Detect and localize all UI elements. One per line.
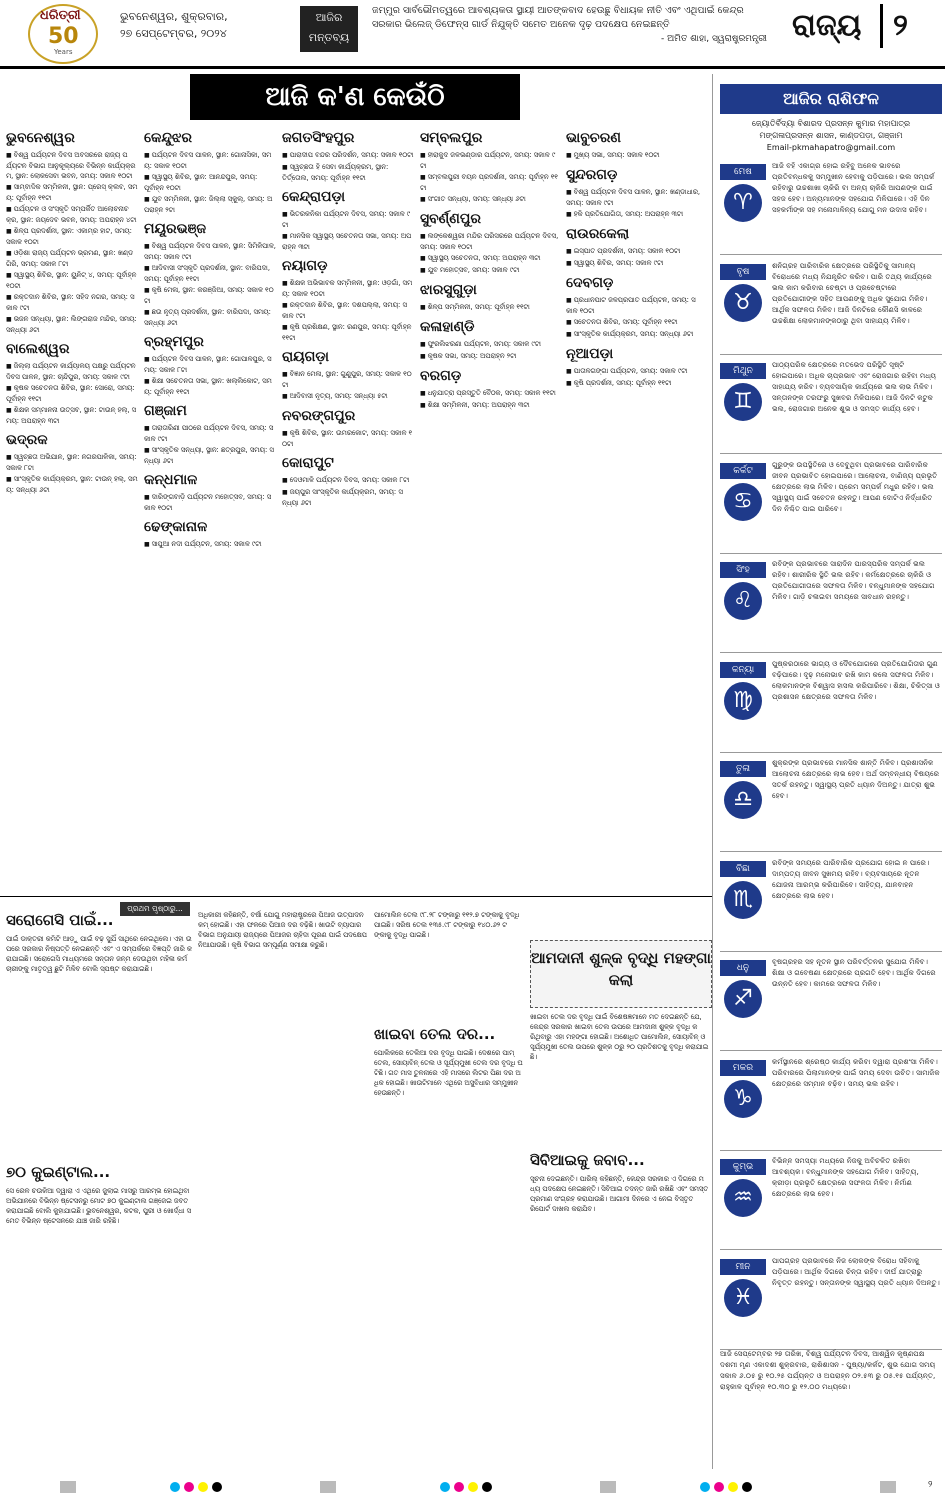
event-entry: ■ କୃଷି ପ୍ରଶିକ୍ଷଣ, ସ୍ଥାନ: ରଣପୁର, ସମୟ: ପୂର୍ବାହ୍ନ ୧୧ଟା [282,322,414,343]
city-heading: ନବରଙ୍ଗପୁର [282,408,356,424]
event-entry: ■ ସ୍ୱଚ୍ଛତା ଅଭିଯାନ, ସ୍ଥାନ: ନଗରପାଳିକା, ସମୟ: ସକାଳ ୮ଟା [6,452,138,473]
city-heading: ଝାରସୁଗୁଡ଼ା [420,282,477,298]
sign-name-badge: ମୀନ [720,1259,766,1275]
zodiac-icon: ♓ [724,1279,762,1317]
article-surrogacy-body: ପାଇଁ ଡାକ୍ତରୀ କମିଟି ଆଡ଼ୁ ପାଇଁ ବଢ଼ ସୁଯିଁ ସାଥିରେ ନେଇଥିଲେ। ଏହା ଉପରେ ସରକାର ନିଷ୍ପତ୍ତି ନେଇଛନ୍ତି ଏବଂ ଏ ସମ୍ପର୍କରେ ବିଜ୍ଞପ୍ତି ଜାରି କରାଯାଇଛି। ସରୋଗେସି ମାଧ୍ୟମରେ ସନ୍ତାନ ଜନ୍ମ ଦେଉଥିବା ମହିଳା କର୍ମଚାରୀଙ୍କୁ ମାତୃତ୍ୱ ଛୁଟି ମିଳିବ ବୋଲି ସ୍ପଷ୍ଟ କରାଯାଇଛି। [6,935,192,973]
city-heading: ଭଦ୍ରକ [6,432,48,448]
event-entry: ■ ପର୍ଯ୍ୟଟନ ଓ ସଂସ୍କୃତି ସମ୍ପର୍କିତ ଆଲୋଚନାଚକ୍ର, ସ୍ଥାନ: ଜୟଦେବ ଭବନ, ସମୟ: ଅପରାହ୍ନ ୪ଟା [6,204,138,225]
page-header [0,0,945,69]
sign-name-badge: ମିଥୁନ [720,363,766,379]
section-title: ରାଜ୍ୟ [792,8,862,43]
event-entry: ■ ସାଂସ୍କୃତିକ କାର୍ଯ୍ୟକ୍ରମ, ସ୍ଥାନ: ଟାଉନ୍ ହଲ୍, ସମୟ: ସନ୍ଧ୍ୟା ୬ଟା [6,474,138,495]
event-entry: ■ ସ୍ୱାସ୍ଥ୍ୟ ଶିବିର, ସ୍ଥାନ: ୟୁନିଟ୍ ୪, ସମୟ: ପୂର୍ବାହ୍ନ ୧୦ଟା [6,270,138,291]
continued-from-front-strip: ପ୍ରଥମ ପୃଷ୍ଠାରୁ... [120,902,190,916]
ajira-mantabya-label: ଆଜିର ମନ୍ତବ୍ୟ [300,6,358,52]
city-heading: ରାଉରକେଲା [566,226,630,242]
event-entry: ■ ଶିକ୍ଷା ସମ୍ମିଳନୀ, ସମୟ: ଅପରାହ୍ନ ୩ଟା [420,400,560,411]
sign-name-badge: ମେଷ [720,164,766,180]
event-entry: ■ ଦେଓମାଳି ପର୍ଯ୍ୟଟନ ଦିବସ, ସମୟ: ସକାଳ ୮ଟା [282,475,414,486]
horoscope-text: ବୃଷଗ୍ରହର ସହ ନୂତନ ସ୍ଥାନ ପରିବର୍ତ୍ତନର ସୁଯୋଗ ମିଳିବ। ଶିକ୍ଷା ଓ ଗବେଷଣା କ୍ଷେତ୍ରରେ ପ୍ରଗତି ହେବ। ଆର୍ଥିକ ଦିଗରେ ଉନ୍ନତି ହେବ। କାମରେ ସଫଳତା ମିଳିବ। [772,957,936,988]
article-oil-title: ଖାଇବା ତେଲ ଦର... [374,1025,496,1043]
event-entry: ■ ଯୁବ ସମ୍ମିଳନୀ, ସ୍ଥାନ: ଜିଲ୍ଲା ସ୍କୁଲ୍, ସମୟ: ଅପରାହ୍ନ ୨ଟା [144,194,276,215]
horoscope-sign-box [720,357,942,454]
newspaper-logo [28,4,98,64]
city-heading: ବାଲେଶ୍ୱର [6,341,70,357]
gray-swatch [880,1481,896,1493]
horoscope-sign-box [720,556,942,653]
yellow-dot [468,1482,478,1492]
city-heading: ମୟୂରଭଞ୍ଜ [144,221,207,237]
zodiac-icon: ♐ [724,980,762,1018]
event-entry: ■ ସାଂସ୍କୃତିକ କାର୍ଯ୍ୟକ୍ରମ, ସମୟ: ସନ୍ଧ୍ୟା ୬ଟା [566,329,706,340]
city-heading: ନୟାଗଡ଼ [282,258,328,274]
sign-name-badge: ବିଛା [720,861,766,877]
event-entry: ■ କୃଷି ମେଳା, ସ୍ଥାନ: କରଞ୍ଜିଆ, ସମୟ: ସକାଳ ୧୦ଟା [144,285,276,306]
column-divider [712,74,713,1469]
gray-swatch [60,1481,76,1493]
zodiac-icon: ♌ [724,582,762,620]
event-entry: ■ ଜୟପୁର ସାଂସ୍କୃତିକ କାର୍ଯ୍ୟକ୍ରମ, ସମୟ: ସନ୍ଧ୍ୟା ୬ଟା [282,487,414,508]
event-entry: ■ ଫୁରଲିଝରଣା ପର୍ଯ୍ୟଟନ, ସମୟ: ସକାଳ ୯ଟା [420,339,560,350]
horoscope-sign-box [720,258,942,355]
city-heading: ନୂଆପଡ଼ା [566,346,614,362]
footer-page-mark: ୨ [928,1480,933,1490]
zodiac-icon: ♈ [724,184,762,222]
article-cbi-body: ସୂଚନା ଦେଇଛନ୍ତି। ପାରିଲ୍ କହିଛନ୍ତି, କେନ୍ଦ୍ର ସରକାର ଏ ଦିଗରେ ମଧ୍ୟ ପଦକ୍ଷେପ ନେଇଛନ୍ତି। ସିବିଆଇ ତଦନ୍ତ ଜାରି ରଖିଛି ଏବଂ ସମସ୍ତ ପ୍ରମାଣ ସଂଗ୍ରହ କରାଯାଉଛି। ଆଗାମୀ ଦିନରେ ଏ ନେଇ ବିସ୍ତୃତ ରିପୋର୍ଟ ଦାଖଲ କରାଯିବ। [530,1175,709,1213]
event-entry: ■ ଦାରିଙ୍ଗବାଡ଼ି ପର୍ଯ୍ୟଟନ ମହୋତ୍ସବ, ସମୟ: ସକାଳ ୧୦ଟା [144,492,276,513]
event-entry: ■ ସମ୍ବଲପୁରୀ ବୟନ ପ୍ରଦର୍ଶନୀ, ସମୟ: ପୂର୍ବାହ୍ନ ୧୧ଟା [420,172,560,193]
event-entry: ■ ପର୍ଯ୍ୟଟନ ଦିବସ ପାଳନ, ସ୍ଥାନ: ଗୋନାସିକା, ସମୟ: ସକାଳ ୧୦ଟା [144,150,276,171]
horoscope-sign-box [720,855,942,952]
horoscope-text: ପାଠ୍ୟପରିକ କ୍ଷେତ୍ରରେ ମତଭେଦ ପରିସ୍ଥିତି ସୃଷ୍ଟି ହୋଇପାରେ। ଅଧିକ ଚାପ୍ରଭାବ ଏବଂ ରୋଜଗାର ରହିବା ମଧ୍ୟ ସାହାଯ୍ୟ କରିବ। ବ୍ୟବସାୟିକ କାର୍ଯ୍ୟରେ ଭଲ ଲାଭ ମିଳିବ। ସନ୍ତାନଙ୍କ ତରଫରୁ ସୁଖବର ମିଳିପାରେ। ଆଜି ଦିନଟି କଟୁକ ଭଲ, ରୋଜଗାର ଅନେକ ଶୁଭ ଓ ସମସ୍ତ କାର୍ଯ୍ୟ ହେବ। [772,360,937,413]
print-registration-strip [0,1478,945,1497]
article-quintal-body: ସେ ରେଳ ଚଉକିଆ ଦ୍ୱାରା ଏ ଏଥିରେ ଜୁଲାଇ ମାସରୁ ଆରମ୍ଭ ହୋଇଥିବା ଅଭିଯାନରେ ବିଭିନ୍ନ ଷ୍ଟେସନରୁ ମୋଟ ୭୦ କୁଇଣ୍ଟାଲ ଗଞ୍ଜେଇ ଜବତ କରାଯାଇଛି ବୋଲି କୁହାଯାଇଛି। ଭୁବନେଶ୍ୱର, କଟକ, ପୁରୀ ଓ ଖୋର୍ଦ୍ଧା ସମେତ ବିଭିନ୍ନ ଷ୍ଟେସନରେ ଯାଞ୍ଚ ଜାରି ରହିଛି। [6,1187,192,1225]
event-entry: ■ ହୀରାକୁଦ ଜଳଭଣ୍ଡାର ପର୍ଯ୍ୟଟନ, ସମୟ: ସକାଳ ୯ଟା [420,150,560,171]
horoscope-sign-box [720,457,942,554]
rashifala-banner: ଆଜିର ରାଶିଫଳ [720,84,942,114]
event-entry: ■ ଓଡ଼ିଶା ରାଜ୍ୟ ପର୍ଯ୍ୟଟନ ଭ୍ରମଣ, ସ୍ଥାନ: ଖଣ୍ଡଗିରି, ସମୟ: ସକାଳ ୮ଟା [6,248,138,269]
city-heading: ସୁବର୍ଣ୍ଣପୁର [420,211,481,227]
horoscope-text: ରବିଙ୍କ ପ୍ରଭାବରେ ସାରାଦିନ ପାରସ୍ପରିକ ସମ୍ପର୍କ ଭଲ ରହିବ। ଶାରୀରିକ ସ୍ଥିତି ଭଲ ରହିବ। କର୍ମକ୍ଷେତ୍ରରେ ଚାକିରି ଓ ପ୍ରତିଯୋଗୀତାରେ ସଫଳତା ମିଳିବ। ବନ୍ଧୁମାନଙ୍କ ସହଯୋଗ ମିଳିବ। ଗାଡ଼ି ଚଳାଇବା ସମୟରେ ସାବଧାନ ରହନ୍ତୁ। [772,559,935,601]
horoscope-text: ଗୁରୁଙ୍କ ଉପସ୍ଥିତିରେ ଓ ଦେବୁଥିବା ପ୍ରଭାବରେ ପାରିବାରିକ ଜୀବନ ପ୍ରଭାବିତ ହୋଇପାରେ। ଆଲୋଚନା, ବାଣିଜ୍ୟ ପ୍ରଭୃତି କ୍ଷେତ୍ରରେ ଲାଭ ମିଳିବ। ପ୍ରେମ ସମ୍ପର୍କ ମଧୁର ରହିବ। ଭଲ ସ୍ୱାସ୍ଥ୍ୟ ପାଇଁ ସଚେତନ ରହନ୍ତୁ। ଆପଣ ଦୋଟିଏ ନିର୍ଦ୍ଧାରିତ ଦିନ ନିଶ୍ଚିତ ପାଇ ପାରିବେ। [772,459,938,513]
article-oil-body: ପୋଲିକରେ ତେଲିଆ ଦର ବୃଦ୍ଧି ପାଇଛି। ଦେଶରେ ପାମ୍ ତେଲ, ସୋୟାବିନ୍ ତେଲ ଓ ସୂର୍ଯ୍ୟମୁଖୀ ତେଲ ଦର ବୃଦ୍ଧି ଘଟିଛି। ଗତ ମାସ ତୁଳନାରେ ଏହି ମାସରେ ଲିଟର ପିଛା ଦର ଅଧିକ ହୋଇଛି। ଖାଉଟିମାନେ ଏଥିରେ ଅସୁବିଧାର ସମ୍ମୁଖୀନ ହେଉଛନ୍ତି। [374,1049,523,1097]
sign-name-badge: ସିଂହ [720,562,766,578]
zodiac-icon: ♎ [724,781,762,819]
event-entry: ■ ପ୍ରଧାନପାଟ ଜଳପ୍ରପାତ ପର୍ଯ୍ୟଟନ, ସମୟ: ସକାଳ ୧୦ଟା [566,295,706,316]
article-import-duty-headline: ଆମଦାନୀ ଶୁଳ୍କ ବୃଦ୍ଧି ମହଙ୍ଗା କଲା [530,940,712,1008]
events-banner: ଆଜି କ'ଣ କେଉଁଠି [190,74,520,120]
city-heading: କଳାହାଣ୍ଡି [420,319,475,335]
magenta-dot [454,1482,464,1492]
event-entry: ■ ସ୍ୱାସ୍ଥ୍ୟ ସଚେତନତା, ସମୟ: ଅପରାହ୍ନ ୩ଟା [420,253,560,264]
black-dot [212,1482,222,1492]
dateline-date: ୨୭ ସେପ୍ଟେମ୍ବର, ୨୦୨୪ [120,27,227,40]
city-heading: ଗଞ୍ଜାମ [144,403,187,419]
event-entry: ■ ବିଶ୍ୱ ପର୍ଯ୍ୟଟନ ଦିବସ ଅବସରରେ ରାଜ୍ୟ ପର୍ଯ୍ୟଟନ ବିଭାଗ ଆନୁକୂଲ୍ୟରେ ବିଭିନ୍ନ କାର୍ଯ୍ୟକ୍ରମ, ସ୍ଥାନ: ଲୋକସେବା ଭବନ, ସମୟ: ସକାଳ ୧୦ଟା [6,150,138,181]
event-entry: ■ ମୁଖ୍ୟ ସଭା, ସମୟ: ସକାଳ ୧୦ଟା [566,150,706,161]
sign-name-badge: ମକର [720,1060,766,1076]
event-entry: ■ ସ୍ୱଚ୍ଛତା ହି ସେବା କାର୍ଯ୍ୟକ୍ରମ, ସ୍ଥାନ: ତିର୍ତ୍ତୋଲ, ସମୟ: ପୂର୍ବାହ୍ନ ୧୧ଟା [282,162,414,183]
horoscope-text: କର୍ମସ୍ଥାନରେ ଶ୍ରେଷ୍ଠ କାର୍ଯ୍ୟ କରିବା ଦ୍ୱାରା ପ୍ରଶଂସା ମିଳିବ। ପରିବାରରେ ପିଲାମାନଙ୍କ ପାଇଁ ସମୟ ଦେବା ଉଚିତ। ସାମାଜିକ କ୍ଷେତ୍ରରେ ସମ୍ମାନ ବଢ଼ିବ। ସମୟ ଭଲ ରହିବ। [772,1056,940,1088]
city-heading: ବରଗଡ଼ [420,368,462,384]
gray-swatch [600,1481,616,1493]
zodiac-icon: ♉ [724,284,762,322]
event-entry: ■ ସ୍ୱାସ୍ଥ୍ୟ ଶିବିର, ସ୍ଥାନ: ଆନନ୍ଦପୁର, ସମୟ: ପୂର୍ବାହ୍ନ ୧୦ଟା [144,172,276,193]
event-entry: ■ ସଚେତନତା ଶିବିର, ସମୟ: ପୂର୍ବାହ୍ନ ୧୧ଟା [566,317,706,328]
horoscope-sign-box [720,1253,942,1350]
article-surrogacy-title: ସରୋଗେସି ପାଇଁ... [6,911,114,929]
sign-name-badge: ଧନୁ [720,960,766,976]
city-heading: ଭୁବନେଶ୍ୱର [6,130,75,146]
sign-name-badge: ତୁଳା [720,761,766,777]
article-oil-intro: ପାମୋଲିନ ତେଲ ୯୮.୨୮ ଟଙ୍କାରୁ ୧୧୨.୭ ଟଙ୍କାକୁ ବୃଦ୍ଧି ପାଇଛି। ସରିଷ ତେଲ ୧୩୫.୯୮ ଟଙ୍କାରୁ ୧୪୦.୬୨ ଟଙ୍କାକୁ ବୃଦ୍ଧି ପାଇଛି। [374,911,520,939]
event-entry: ■ ରକ୍ତଦାନ ଶିବିର, ସ୍ଥାନ: ଦଶପଲ୍ଲା, ସମୟ: ସକାଳ ୯ଟା [282,300,414,321]
horoscope-sign-box [720,656,942,753]
cyan-dot [440,1482,450,1492]
yellow-dot [728,1482,738,1492]
horoscope-sign-box [720,1153,942,1250]
event-entry: ■ ଜିଲ୍ଲା ପର୍ଯ୍ୟଟନ କାର୍ଯ୍ୟାଳୟ ପକ୍ଷରୁ ପର୍ଯ୍ୟଟନ ଦିବସ ପାଳନ, ସ୍ଥାନ: ଚାନ୍ଦିପୁର, ସମୟ: ସକାଳ ୯ଟା [6,361,138,382]
horoscope-text: ରବିଙ୍କ ସମୟରେ ପାରିବାରିକ ପ୍ରଯୋଗ ହୋଇ ନ ପାରେ। ଦାମ୍ପତ୍ୟ ଜୀବନ ସୁଖମୟ ରହିବ। ବ୍ୟବସାୟରେ ନୂତନ ଯୋଜନା ଆରମ୍ଭ କରିପାରିବେ। ସାହିତ୍ୟ, ଯାନବାହନ କ୍ଷେତ୍ରରେ ଲାଭ ହେବ। [772,857,930,900]
zodiac-icon: ♏ [724,881,762,919]
zodiac-icon: ♑ [724,1080,762,1118]
credit-name: ଜ୍ୟୋତିର୍ବିଦ୍ୟା ବିଶାରଦ ପ୍ରସନ୍ନ କୁମାର ମହାପାତ୍ର [751,119,911,128]
event-entry: ■ ତାରାତାରିଣୀ ପୀଠରେ ପର୍ଯ୍ୟଟନ ଦିବସ, ସମୟ: ସକାଳ ୯ଟା [144,423,276,444]
page-number: ୨ [880,4,943,48]
event-entry: ■ ଶିକ୍ଷା ସଚେତନତା ସଭା, ସ୍ଥାନ: ଖଲ୍ଲିକୋଟ, ସମୟ: ପୂର୍ବାହ୍ନ ୧୧ଟା [144,376,276,397]
sign-name-badge: କୁମ୍ଭ [720,1159,766,1175]
event-entry: ■ ପର୍ଯ୍ୟଟନ ଦିବସ ପାଳନ, ସ୍ଥାନ: ଗୋପାଳପୁର, ସମୟ: ସକାଳ ୮ଟା [144,354,276,375]
event-entry: ■ କୃଷକ ସଚେତନତା ଶିବିର, ସ୍ଥାନ: ସୋରୋ, ସମୟ: ପୂର୍ବାହ୍ନ ୧୧ଟା [6,383,138,404]
city-heading: କେନ୍ଦୁଝର [144,130,193,146]
horoscope-text: ଆଜି ବହି ଏକାଗ୍ର ହୋଇ ରହିବୁ ଅନେକ ଭାବରେ ପ୍ରତିବନ୍ଧକକୁ ସମ୍ମୁଖୀନ ହେବାକୁ ପଡ଼ିପାରେ। ଭଲ ସମ୍ପର୍କ ରହିବାରୁ ଉଚ୍ଚଶାଖା ଚାକିରି ବା ଅନ୍ୟ ଚାକିରି ଆପଣଙ୍କ ପାଇଁ ସହଜ ହେବ। ଅନ୍ୟମାନଙ୍କ ସହଯୋଗ ମିଳିପାରେ। ଏହି ଦିନ ସହକର୍ମୀଙ୍କ ସହ ମନୋମାଳିନ୍ୟ ଯୋଗୁ ମନ ଉଦାସ ରହିବ। [772,161,935,214]
article-cbi-title: ସିବିଆଇକୁ ଜବାବ... [530,1151,645,1169]
logo-anniversary-number: 50 [48,24,79,49]
credit-email: Email-pkmahapatro@gmail.com [766,143,896,152]
event-entry: ■ ଆଦିବାସୀ ନୃତ୍ୟ, ସମୟ: ସନ୍ଧ୍ୟା ୫ଟା [282,391,414,402]
event-entry: ■ ଛଉ ନୃତ୍ୟ ପ୍ରଦର୍ଶନୀ, ସ୍ଥାନ: ବାରିପଦା, ସମୟ: ସନ୍ଧ୍ୟା ୬ଟା [144,307,276,328]
event-entry: ■ ବିଜ୍ଞାନ ମେଳା, ସ୍ଥାନ: ଗୁଣୁପୁର, ସମୟ: ସକାଳ ୧୦ଟା [282,369,414,390]
sign-name-badge: କର୍କଟ [720,463,766,479]
zodiac-icon: ♒ [724,1179,762,1217]
event-entry: ■ ସାଂସ୍କୃତିକ ସନ୍ଧ୍ୟା, ସ୍ଥାନ: ଛତ୍ରପୁର, ସମୟ: ସନ୍ଧ୍ୟା ୬ଟା [144,445,276,466]
event-entry: ■ ବିଶ୍ୱ ପର୍ଯ୍ୟଟନ ଦିବସ ପାଳନ, ସ୍ଥାନ: ସିମିଳିପାଳ, ସମୟ: ସକାଳ ୯ଟା [144,241,276,262]
event-entry: ■ କୃଷକ ସଭା, ସମୟ: ଅପରାହ୍ନ ୨ଟା [420,351,560,362]
city-heading: କୋରାପୁଟ [282,455,334,471]
event-entry: ■ ହକି ପ୍ରତିଯୋଗିତା, ସମୟ: ଅପରାହ୍ନ ୩ଟା [566,209,706,220]
event-entry: ■ ଭଜନ ସନ୍ଧ୍ୟା, ସ୍ଥାନ: ଲିଙ୍ଗରାଜ ମନ୍ଦିର, ସମୟ: ସନ୍ଧ୍ୟା ୬ଟା [6,314,138,335]
event-entry: ■ ଶିକ୍ଷକ ଅଭିଭାବକ ସମ୍ମିଳନୀ, ସ୍ଥାନ: ଓଡ଼ଗାଁ, ସମୟ: ସକାଳ ୧୦ଟା [282,278,414,299]
horoscope-text: ଶନିଗ୍ରହ ପାରିବାରିକ କ୍ଷେତ୍ରରେ ପରିସ୍ଥିତିକୁ ସାମାନ୍ୟ ବିରୋଧରେ ମଧ୍ୟ ନିଯନ୍ତ୍ରିତ କରିବ। ପାରି ତଥ୍ୟ କାର୍ଯ୍ୟରେ ଭଲ କାମ କରିବାର ଚେଷ୍ଟା ଓ ପ୍ରଚେଷ୍ଟାରେ ପ୍ରତିଯୋଗୀଙ୍କ ସହିତ ଆପଣଙ୍କୁ ଅଧିକ ସୁଯୋଗ ମିଳିବ। ଆର୍ଥିକ ସଫଳତା ମିଳିବ। ଆଜି ଦିନଟିରେ କୌଣସି କାଳରେ ଉଚ୍ଚଶିକ୍ଷା ଲୋକମାନଙ୍କଠାରୁ ଥିବା ସାହାଯ୍ୟ ମିଳିବ। [772,260,932,325]
cyan-dot [170,1482,180,1492]
yellow-dot [198,1482,208,1492]
zodiac-icon: ♍ [724,682,762,720]
city-heading: ଦେବଗଡ଼ [566,275,614,291]
logo-title: ଧରିତ୍ରୀ [40,8,81,23]
sign-name-badge: ବୃଷ [720,264,766,280]
city-heading: ରାୟଗଡ଼ା [282,349,329,365]
city-heading: କେନ୍ଦ୍ରାପଡ଼ା [282,189,346,205]
event-entry: ■ ଆଦିବାସୀ ସଂସ୍କୃତି ପ୍ରଦର୍ଶନୀ, ସ୍ଥାନ: ବାରିପଦା, ସମୟ: ପୂର୍ବାହ୍ନ ୧୧ଟା [144,263,276,284]
horoscope-text: ପାପଗ୍ରହ ପ୍ରଭାବରେ ନିଜ ଲୋକଙ୍କ ବିରୋଧ ସହିବାକୁ ପଡ଼ିପାରେ। ଆର୍ଥିକ ଦିଗରେ ଚିନ୍ତା ରହିବ। ଦୀର୍ଘ ଯାତ୍ରାରୁ ନିବୃତ୍ତ ରହନ୍ତୁ। ସନ୍ତାନଙ୍କ ସ୍ୱାସ୍ଥ୍ୟ ପ୍ରତି ଧ୍ୟାନ ଦିଅନ୍ତୁ। [772,1255,940,1287]
horoscope-sign-box [720,954,942,1051]
event-entry: ■ ସାପୁଆ ନଦୀ ପର୍ଯ୍ୟଟନ, ସମୟ: ସକାଳ ୯ଟା [144,539,276,550]
horoscope-text: ପୁଷ୍କରଠାରେ ଭାଗ୍ୟ ଓ ଦୈବଯୋଗରେ ପ୍ରତିଯୋଗିତାର ଗୁଣ ବଢ଼ିପାରେ। ଦୃଢ଼ ମନୋଭାବ ରଖି କାମ କଲେ ସଫଳତା ମିଳିବ। ଲୋକମାନଙ୍କ ବିଶ୍ୱାସ ହାସଲ କରିପାରିବେ। ଶିକ୍ଷା, ଚିକିତ୍ସା ଓ ପ୍ରଶାସନ କ୍ଷେତ୍ରରେ ସଫଳତା ମିଳିବ। [772,658,940,701]
city-heading: ଜଗତସିଂହପୁର [282,130,355,146]
event-entry: ■ ଭିତରକନିକା ପର୍ଯ୍ୟଟନ ଦିବସ, ସମୟ: ସକାଳ ୯ଟା [282,209,414,230]
event-entry: ■ ମାନସିକ ସ୍ୱାସ୍ଥ୍ୟ ସଚେତନତା ସଭା, ସମୟ: ଅପରାହ୍ନ ୩ଟା [282,231,414,252]
zodiac-icon: ♊ [724,383,762,421]
horoscope-sign-box [720,755,942,852]
horoscope-text: ଶୁକ୍ରଙ୍କ ପ୍ରଭାବରେ ମାନସିକ ଶାନ୍ତି ମିଳିବ। ପ୍ରଶାସନିକ ଆଲୋଚନା କ୍ଷେତ୍ରରେ ଲାଭ ହେବ। ଅର୍ଥ ସମ୍ବନ୍ଧୀୟ ବିଷୟରେ ସତର୍କ ରହନ୍ତୁ। ସ୍ୱାସ୍ଥ୍ୟ ପ୍ରତି ଧ୍ୟାନ ଦିଅନ୍ତୁ। ଯାତ୍ରା ଶୁଭ ହେବ। [772,758,940,800]
horoscope-text: ବିଭିନ୍ନ ସମସ୍ୟା ମଧ୍ୟରେ ନିଜକୁ ଅବିଚଳିତ ରଖିବା ଆବଶ୍ୟକ। ବନ୍ଧୁମାନଙ୍କ ସହଯୋଗ ମିଳିବ। ସାହିତ୍ୟ, କ୍ରୀଡ଼ା ପ୍ରଭୃତି କ୍ଷେତ୍ରରେ ସଫଳତା ମିଳିବ। ନିର୍ମାଣ କ୍ଷେତ୍ରରେ ଲାଭ ହେବ। [772,1156,919,1198]
event-entry: ■ କୃଷି ଶିବିର, ସ୍ଥାନ: ଉମରକୋଟ, ସମୟ: ସକାଳ ୧୦ଟା [282,428,414,449]
zodiac-icon: ♋ [724,483,762,521]
city-heading: ବ୍ରହ୍ମପୁର [144,334,204,350]
event-entry: ■ ସଂଗୀତ ସନ୍ଧ୍ୟା, ସମୟ: ସନ୍ଧ୍ୟା ୬ଟା [420,194,560,205]
city-heading: ସମ୍ବଲପୁର [420,130,483,146]
black-dot [742,1482,752,1492]
article-import-duty-body: ଖାଇବା ତେଲ ଦର ବୃଦ୍ଧି ପାଇଁ ବିଶେଷଜ୍ଞମାନେ ମତ ଦେଇଛନ୍ତି ଯେ, କେନ୍ଦ୍ର ସରକାର ଖାଇବା ତେଲ ଉପରେ ଆମଦାନୀ ଶୁଳ୍କ ବୃଦ୍ଧି କରିଥିବାରୁ ଏହା ମହଙ୍ଗା ହୋଇଛି। ଅଶୋଧିତ ପାମୋଲିନ, ସୋୟାବିନ୍ ଓ ସୂର୍ଯ୍ୟମୁଖୀ ତେଲ ଉପରେ ଶୁଳ୍କ ୦ରୁ ୨୦ ପ୍ରତିଶତକୁ ବୃଦ୍ଧି କରାଯାଇଛି। [530,1013,709,1061]
city-heading: ଢେଙ୍କାନାଳ [144,519,208,535]
gray-swatch [320,1481,336,1493]
article-quintal-title: ୭୦ କୁଇଣ୍ଟାଲ... [6,1163,111,1181]
event-entry: ■ ସାମ୍ବାଦିକ ସମ୍ମିଳନୀ, ସ୍ଥାନ: ପ୍ରେସ୍ କ୍ଲବ, ସମୟ: ପୂର୍ବାହ୍ନ ୧୧ଟା [6,182,138,203]
event-entry: ■ ବିଶ୍ୱ ପର୍ଯ୍ୟଟନ ଦିବସ ପାଳନ, ସ୍ଥାନ: ଖଣ୍ଡାଧାର, ସମୟ: ସକାଳ ୯ଟା [566,187,706,208]
magenta-dot [184,1482,194,1492]
credit-address: ମଙ୍ଗଳାପ୍ରସନ୍ନ ଶାସନ, କାଣ୍ଡପଡ଼ା, ଗଞ୍ଜାମ [759,131,903,140]
quote-text: ଜମ୍ମୁର ସାର୍ବଭୌମତ୍ୱରେ ଆବଶ୍ୟକତା ସ୍ଥାୟୀ ଆତଙ୍କବାଦ ହେଉଛୁ ବିଧାୟକ ନୀତି ଏବଂ ଏଥିପାଇଁ କେନ୍ଦ୍ର ସରକାର ଭିଲେଜ୍ ଡିଫେନ୍ସ ଗାର୍ଡ ନିଯୁକ୍ତି ସମେତ ଅନେକ ଦୃଢ଼ ପଦକ୍ଷେପ ନେଇଛନ୍ତି [372,5,744,30]
city-heading: ସୁନ୍ଦରଗଡ଼ [566,167,618,183]
dateline [120,8,290,42]
events-column-4 [420,124,560,894]
city-heading: କନ୍ଧମାଳ [144,472,198,488]
event-entry: ■ ଶିଳ୍ପ ପ୍ରଦର୍ଶନୀ, ସ୍ଥାନ: ଏକାମ୍ର ହାଟ, ସମୟ: ସକାଳ ୧୦ଟା [6,226,138,247]
event-entry: ■ ପାରାଦୀପ ବନ୍ଦର ପରିଦର୍ଶନ, ସମୟ: ସକାଳ ୧୦ଟା [282,150,414,161]
article-onion-body: ଅଧିକାରୀ କହିଛନ୍ତି, ବର୍ଷା ଯୋଗୁ ମହାରାଷ୍ଟ୍ରରେ ପିଆଜ ଉତ୍ପାଦନ କମ୍ ହୋଇଛି। ଏହା ଫଳରେ ପିଆଜ ଦର ବଢ଼ିଛି। ଖାଉଟି ବ୍ୟାପାର ବିଭାଗ ଅନୁଯାୟୀ ରାଜ୍ୟରେ ପିଆଜର ଚାହିଦା ପୂରଣ ପାଇଁ ପଦକ୍ଷେପ ନିଆଯାଉଛି। କୃଷି ବିଭାଗ ସମ୍ପୂର୍ଣ୍ଣ ସମୀକ୍ଷା କରୁଛି। [198,911,367,949]
events-column-3 [282,124,414,894]
quote-author: - ଅମିତ ଶାହା, ସ୍ୱରାଷ୍ଟ୍ରମନ୍ତ୍ରୀ [661,34,767,44]
magenta-dot [714,1482,724,1492]
event-entry: ■ ଲଙ୍କେଶ୍ୱରୀ ମନ୍ଦିର ପରିସରରେ ପର୍ଯ୍ୟଟନ ଦିବସ, ସମୟ: ସକାଳ ୧୦ଟା [420,231,560,252]
section-rule [0,896,712,897]
events-column-1 [6,124,138,894]
cyan-dot [700,1482,710,1492]
event-entry: ■ ସ୍ୱାସ୍ଥ୍ୟ ଶିବିର, ସମୟ: ସକାଳ ୯ଟା [566,258,706,269]
dateline-place: ଭୁବନେଶ୍ୱର, ଶୁକ୍ରବାର, [120,10,228,23]
horoscope-sign-box [720,1054,942,1151]
event-entry: ■ ରକ୍ତଦାନ ଶିବିର, ସ୍ଥାନ: ସହିଦ ନଗର, ସମୟ: ସକାଳ ୯ଟା [6,292,138,313]
events-column-2 [144,124,276,894]
event-entry: ■ ଶିକ୍ଷକ ସମ୍ମାନନା ଉତ୍ସବ, ସ୍ଥାନ: ଟାଉନ୍ ହଲ୍, ସମୟ: ଅପରାହ୍ନ ୩ଟା [6,405,138,426]
event-entry: ■ ଧନୁଯାତ୍ରା ପ୍ରସ୍ତୁତି ବୈଠକ, ସମୟ: ସକାଳ ୧୧ଟା [420,388,560,399]
city-heading: ଭାବୁଚରଣ [566,130,621,146]
sign-name-badge: କନ୍ୟା [720,662,766,678]
events-column-5 [566,124,706,894]
quote-box [372,4,767,46]
black-dot [482,1482,492,1492]
event-entry: ■ ଇସ୍ପାତ ପ୍ରଦର୍ଶନୀ, ସମୟ: ସକାଳ ୧୦ଟା [566,246,706,257]
event-entry: ■ ଯୁବ ମହୋତ୍ସବ, ସମୟ: ସକାଳ ୯ଟା [420,265,560,276]
horoscope-sign-box [720,158,942,255]
event-entry: ■ ପାତାଳଗଙ୍ଗା ପର୍ଯ୍ୟଟନ, ସମୟ: ସକାଳ ୯ଟା [566,366,706,377]
logo-years: Years [54,48,73,56]
event-entry: ■ ଶିଳ୍ପ ସମ୍ମିଳନୀ, ସମୟ: ପୂର୍ବାହ୍ନ ୧୧ଟା [420,302,560,313]
astrologer-credit [718,118,944,154]
panjika-note: ଆଜି ସେପ୍ଟେମ୍ବର ୨୭ ତାରିଖ, ବିଶ୍ୱ ପର୍ଯ୍ୟଟନ ଦିବସ, ଆଶ୍ୱିନ କୃଷ୍ଣପକ୍ଷ ଦଶମୀ ମୃଣ ଏକାଦଶୀ ଶୁକ୍ରବାର, ରାଶିଶାସନ - ପୁଷ୍ୟା/କର୍କଟ, ଶୁଭ ଯୋଗ ସମୟ ସକାଳ ୬.୦୫ ରୁ ୧୦.୨୫ ପର୍ଯ୍ୟନ୍ତ ଓ ଅପରାହ୍ନ ୦୨.୫୩ ରୁ ୦୫.୧୫ ପର୍ଯ୍ୟନ୍ତ, ରାହୁକାଳ ପୂର୍ବାହ୍ନ ୧୦.୩୦ ରୁ ୧୨.୦୦ ମଧ୍ୟରେ। [720,1349,936,1391]
event-entry: ■ କୃଷି ପ୍ରଦର୍ଶନୀ, ସମୟ: ପୂର୍ବାହ୍ନ ୧୧ଟା [566,378,706,389]
